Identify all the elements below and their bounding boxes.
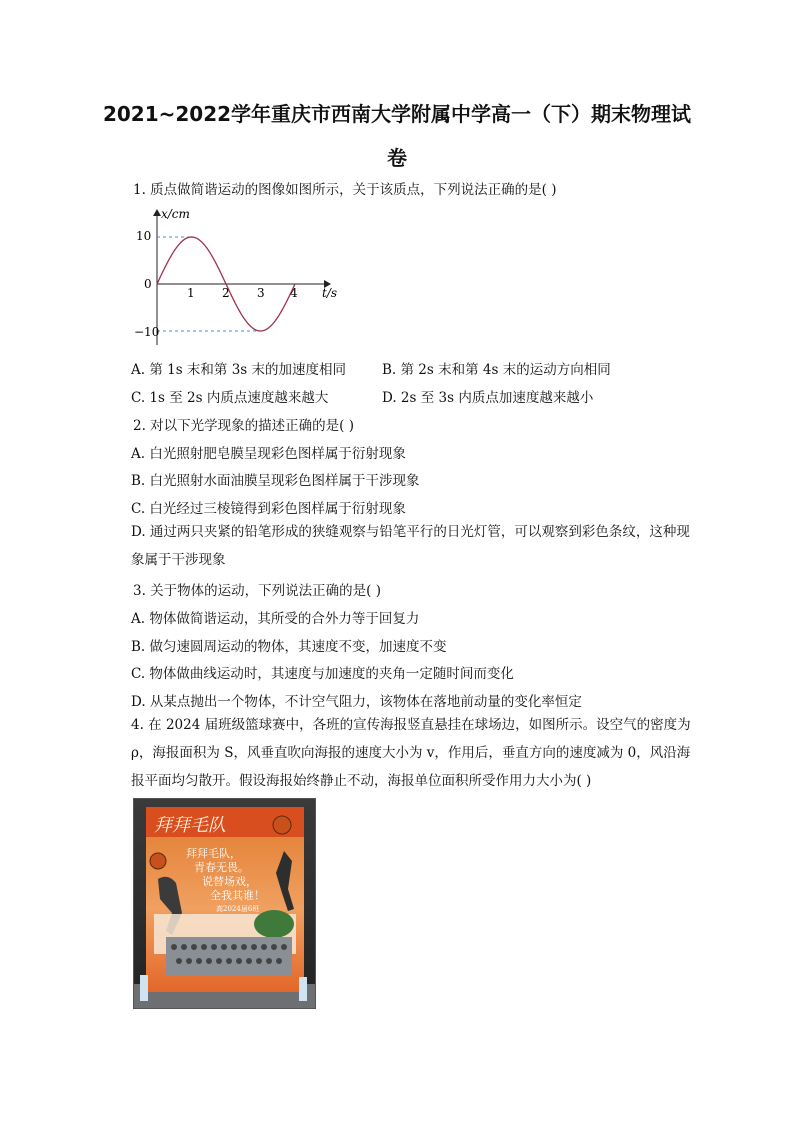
question-1-stem: 1. 质点做简谐运动的图像如图所示，关于该质点，下列说法正确的是( ) — [133, 182, 557, 198]
q1-option-c[interactable]: C. 1s 至 2s 内质点速度越来越大 — [131, 390, 329, 406]
q2-option-d[interactable]: D. 通过两只夹紧的铅笔形成的狭缝观察与铅笔平行的日光灯管，可以观察到彩色条纹，这种现象属于干涉现象 — [131, 524, 690, 568]
basketball-icon-2 — [150, 853, 166, 869]
bottle-left — [140, 975, 148, 1001]
graph-x-label: t/s — [322, 286, 338, 300]
question-2-stem: 2. 对以下光学现象的描述正确的是( ) — [133, 418, 354, 434]
graph-y-tick-10: 10 — [136, 229, 152, 243]
q3-option-a[interactable]: A. 物体做简谐运动，其所受的合外力等于回复力 — [131, 611, 420, 627]
tree-graphic — [254, 910, 294, 938]
q3-option-b[interactable]: B. 做匀速圆周运动的物体，其速度不变，加速度不变 — [131, 639, 447, 655]
poster-slogan-2: 青春无畏。 — [194, 861, 249, 874]
shm-graph — [132, 200, 342, 350]
q1-option-b[interactable]: B. 第 2s 末和第 4s 末的运动方向相同 — [382, 362, 611, 378]
graph-x-tick-4: 4 — [290, 286, 298, 300]
poster-class-tag: 高2024届6班 — [216, 905, 260, 913]
graph-x-tick-2: 2 — [222, 286, 230, 300]
q1-option-a[interactable]: A. 第 1s 末和第 3s 末的加速度相同 — [131, 362, 347, 378]
poster-slogan-4: 全我其谁！ — [210, 889, 265, 902]
q3-option-c[interactable]: C. 物体做曲线运动时，其速度与加速度的夹角一定随时间而变化 — [131, 666, 514, 682]
document-title — [60, 92, 734, 180]
poster-slogan-1: 拜拜毛队， — [186, 847, 241, 860]
q3-option-d[interactable]: D. 从某点抛出一个物体，不计空气阻力，该物体在落地前动量的变化率恒定 — [131, 694, 582, 710]
q1-option-d[interactable]: D. 2s 至 3s 内质点加速度越来越小 — [382, 390, 594, 406]
graph-y-tick-0: 0 — [144, 277, 152, 291]
bottle-right — [299, 977, 307, 1001]
q2-option-a[interactable]: A. 白光照射肥皂膜呈现彩色图样属于衍射现象 — [131, 446, 406, 462]
graph-y-label: x/cm — [161, 207, 190, 221]
graph-x-tick-3: 3 — [257, 286, 265, 300]
poster-headline: 拜拜毛队 — [154, 815, 226, 836]
title-line-1: 2021~2022学年重庆市西南大学附属中学高一（下）期末物理试 — [102, 102, 692, 126]
q2-option-c[interactable]: C. 白光经过三棱镜得到彩色图样属于衍射现象 — [131, 501, 406, 517]
q2-option-b[interactable]: B. 白光照射水面油膜呈现彩色图样属于干涉现象 — [131, 473, 420, 489]
basketball-icon — [273, 816, 291, 834]
graph-x-tick-1: 1 — [187, 286, 195, 300]
graph-y-tick-neg10: −10 — [134, 325, 160, 339]
question-4-stem: 4. 在 2024 届班级篮球赛中，各班的宣传海报竖直悬挂在球场边，如图所示。设空气的密度为ρ，海报面积为 S，风垂直吹向海报的速度大小为 v，作用后，垂直方向的速度减为 0，风沿海报平面均匀散开。假设海报始终静止不动，海报单位面积所受作用力大小为( ) — [131, 717, 691, 789]
basketball-poster-photo — [133, 798, 316, 1009]
title-line-2: 卷 — [387, 146, 407, 170]
question-3-stem: 3. 关于物体的运动，下列说法正确的是( ) — [133, 583, 381, 599]
poster-slogan-3: 说替场戏， — [202, 875, 257, 888]
class-group-photo — [166, 937, 292, 975]
